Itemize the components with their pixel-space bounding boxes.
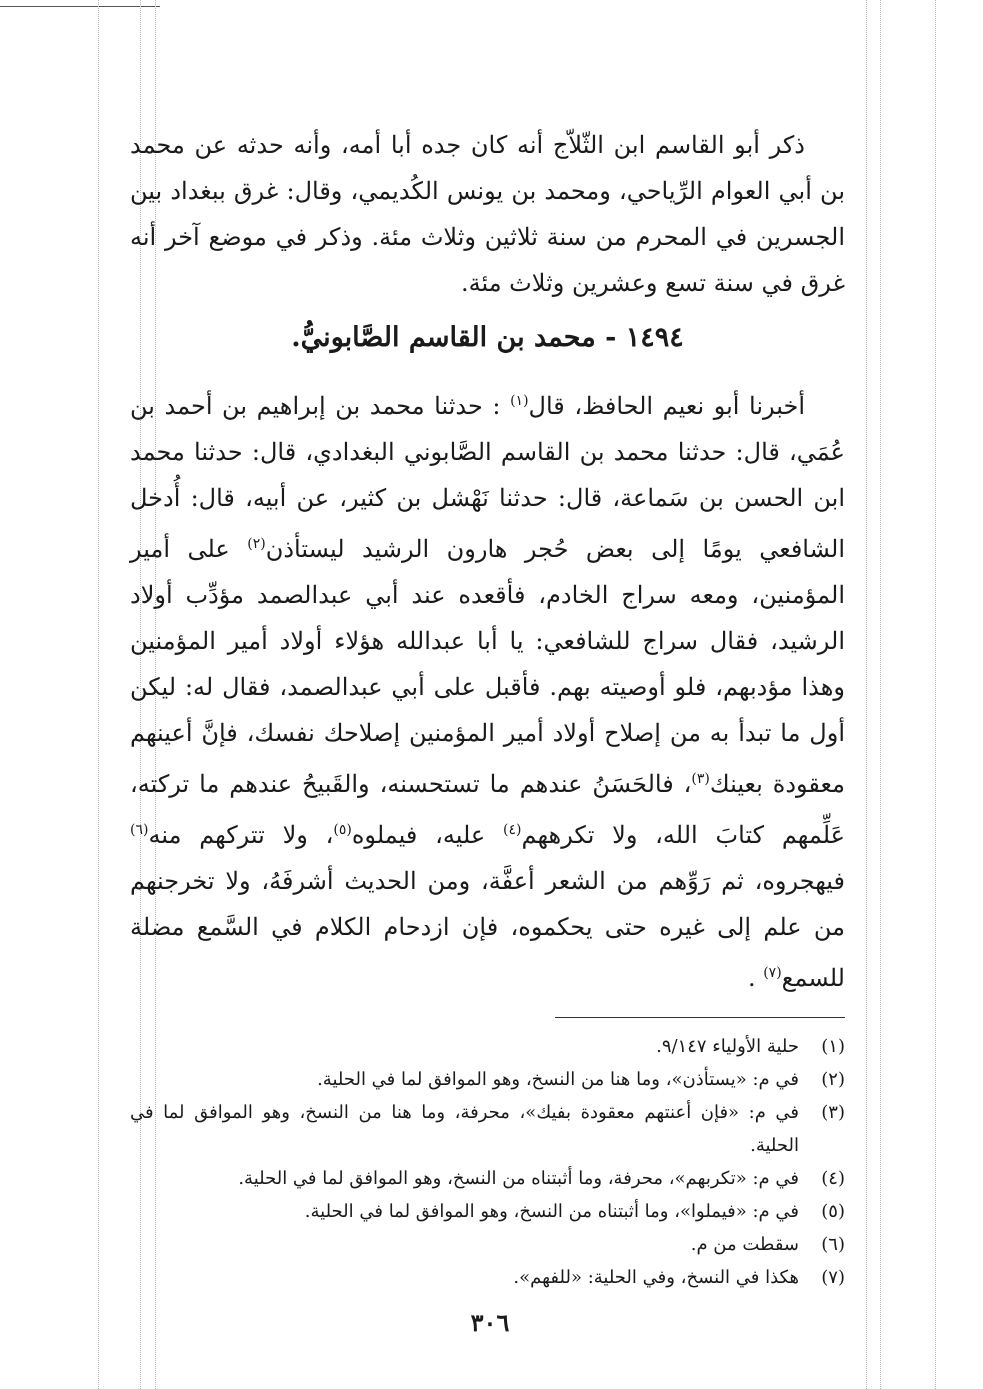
- footnote-number: (٦): [821, 1234, 845, 1255]
- footnote-ref: (٤): [503, 822, 522, 838]
- footnote-number: (٧): [821, 1267, 845, 1288]
- footnote-item: [130, 1228, 845, 1261]
- page-number: ٣٠٦: [470, 1308, 510, 1337]
- footnote-number: (١): [821, 1036, 845, 1057]
- footnote-item: [130, 1030, 845, 1063]
- footnote-ref: (٣): [691, 771, 710, 787]
- footnote-item: [130, 1063, 845, 1096]
- footnote-item: [130, 1096, 845, 1162]
- footnote-separator: [555, 1017, 845, 1018]
- footnote-text: في م: «فيملوا»، وما أثبتناه من النسخ، وهو الموافق لما في الحلية.: [304, 1201, 799, 1222]
- book-page: [130, 122, 845, 1294]
- footnote-text: في م: «فإن أعنتهم معقودة بفيك»، محرفة، وما هنا من النسخ، وهو الموافق لما في الحلية.: [130, 1102, 799, 1156]
- footnote-text: هكذا في النسخ، وفي الحلية: «للفهم».: [513, 1267, 799, 1288]
- text-segment: عليه، فيملوه: [351, 821, 504, 849]
- scan-guide-line: [866, 0, 867, 1389]
- footnote-number: (٥): [821, 1201, 845, 1222]
- footnote-item: [130, 1162, 845, 1195]
- footnote-text: سقطت من م.: [690, 1234, 799, 1255]
- footnote-ref: (٥): [333, 822, 352, 838]
- footnote-ref: (٢): [247, 536, 266, 552]
- text-segment: ، فالحَسَنُ عندهم ما تستحسنه، والقَبيحُ عندهم ما تركته، عَلِّمهم كتابَ الله، ولا تكرههم: [130, 770, 846, 849]
- footnote-text: في م: «تكربهم»، محرفة، وما أثبتناه من النسخ، وهو الموافق لما في الحلية.: [238, 1168, 799, 1189]
- text-segment: ، ولا تتركهم منه: [148, 821, 334, 849]
- entry-heading: ١٤٩٤ - محمد بن القاسم الصَّابونيُّ.: [291, 322, 684, 353]
- footnote-ref: (٦): [130, 822, 149, 838]
- footnote-item: [130, 1195, 845, 1228]
- text-segment: فيهجروه، ثم رَوِّهم من الشعر أعفَّة، ومن الحديث أشرفَهُ، ولا تخرجنهم من علم إلى غيره حتى يحكموه، فإن ازدحام الكلام في السَّمع مضلة للسمع: [130, 867, 845, 992]
- footnote-text: حلية الأولياء ٩/١٤٧.: [656, 1036, 799, 1057]
- text-segment: على أمير المؤمنين، ومعه سراج الخادم، فأقعده عند أبي عبدالصمد مؤدِّب أولاد الرشيد، فقال سراج للشافعي: يا أبا عبدالله هؤلاء أولاد أمير المؤمنين وهذا مؤدبهم، فلو أوصيته بهم. فأقبل على أبي عبدالصمد، فقال له: ليكن أول ما تبدأ به من إصلاح أولاد أمير المؤمنين إصلاحك نفسك، فإنَّ أعينهم معقودة بعينك: [130, 535, 846, 798]
- main-paragraph: [130, 378, 845, 1001]
- footnote-item: [130, 1261, 845, 1294]
- footnote-ref: (١): [510, 393, 529, 409]
- footnote-number: (٤): [821, 1168, 845, 1189]
- footnote-text: في م: «يستأذن»، وما هنا من النسخ، وهو الموافق لما في الحلية.: [317, 1069, 799, 1090]
- footnotes: [130, 1030, 845, 1294]
- scan-guide-line: [880, 0, 881, 1389]
- text-segment: : حدثنا محمد بن إبراهيم بن أحمد بن عُمَي، قال: حدثنا محمد بن القاسم الصَّابوني البغدادي، قال: حدثنا محمد ابن الحسن بن سَماعة، قال: حدثنا نَهْشل بن كثير، عن أبيه، قال: أُدخل الشافعي يومًا إلى بعض حُجر هارون الرشيد ليستأذن: [130, 392, 845, 563]
- intro-paragraph: ذكر أبو القاسم ابن الثّلاّج أنه كان جده أبا أمه، وأنه حدثه عن محمد بن أبي العوام الرِّياحي، ومحمد بن يونس الكُديمي، وقال: غرق ببغداد بين الجسرين في المحرم من سنة ثلاثين وثلاث مئة. وذكر في موضع آخر أنه غرق في سنة تسع وعشرين وثلاث مئة.: [130, 131, 845, 297]
- footnote-number: (٢): [821, 1069, 845, 1090]
- footnote-ref: (٧): [763, 965, 782, 981]
- footnote-number: (٣): [821, 1102, 845, 1123]
- scan-guide-line: [98, 0, 99, 1389]
- text-segment: .: [747, 964, 764, 992]
- scan-corner-line: [0, 6, 160, 7]
- text-segment: أخبرنا أبو نعيم الحافظ، قال: [528, 392, 805, 420]
- scan-guide-line: [935, 0, 936, 1389]
